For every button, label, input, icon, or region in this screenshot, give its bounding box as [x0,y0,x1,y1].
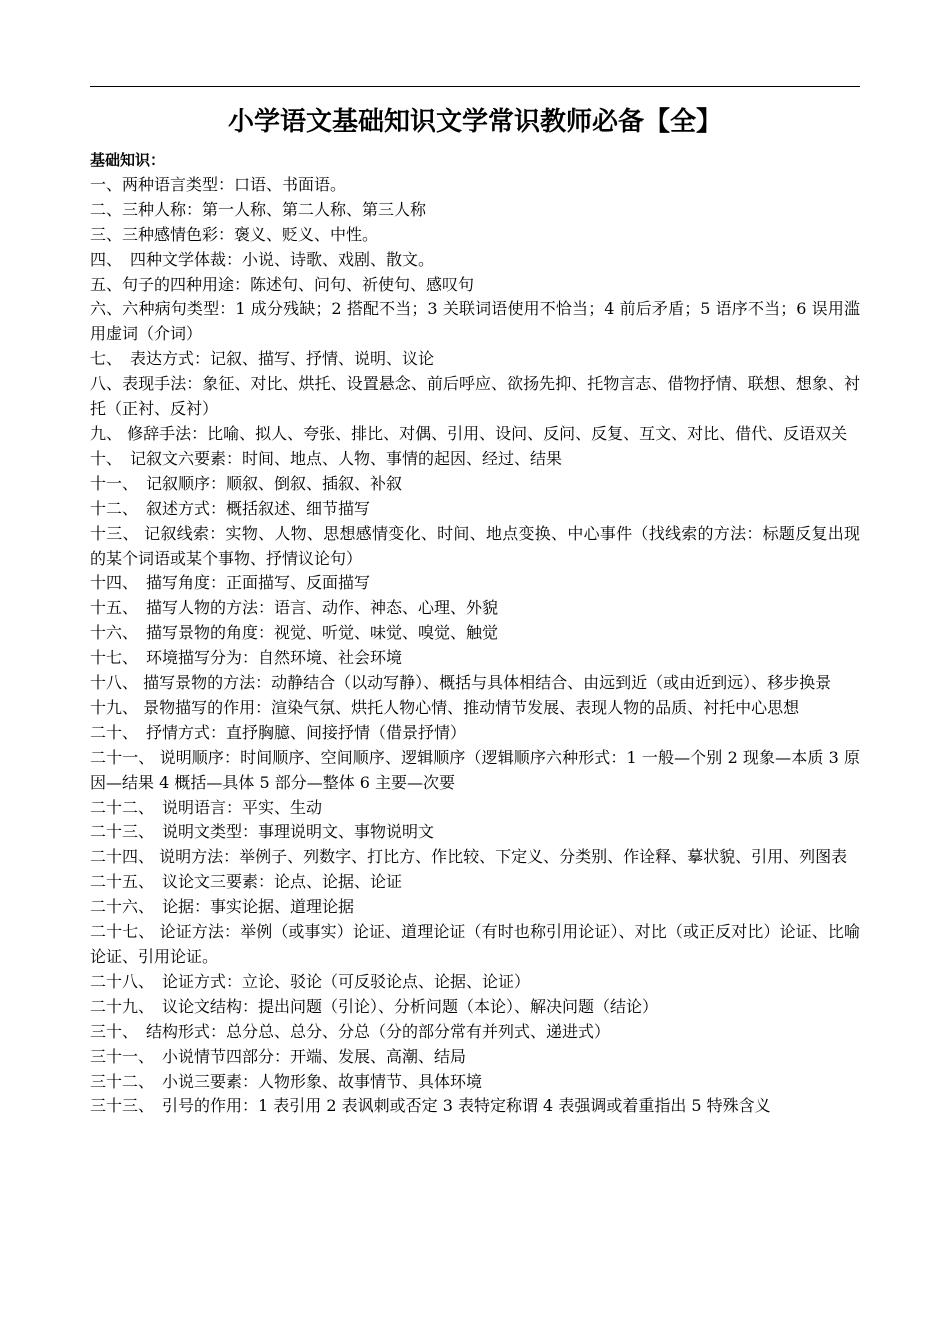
list-item: 三、三种感情色彩：褒义、贬义、中性。 [90,224,379,244]
list-item: 十七、 环境描写分为：自然环境、社会环境 [90,648,403,668]
list-item: 九、 修辞手法：比喻、拟人、夸张、排比、对偶、引用、设问、反问、反复、互文、对比、借代、反语双关 [90,423,848,443]
list-item: 十五、 描写人物的方法：语言、动作、神态、心理、外貌 [90,598,499,618]
list-item: 三十、 结构形式：总分总、总分、分总（分的部分常有并列式、递进式） [90,1021,611,1041]
list-item: 十三、 记叙线索：实物、人物、思想感情变化、时间、地点变换、中心事件（找线索的方法：标题反复出现的某个词语或某个事物、抒情议论句） [90,523,860,568]
list-item: 十六、 描写景物的角度：视觉、听觉、味觉、嗅觉、触觉 [90,623,499,643]
list-item: 二十五、 议论文三要素：论点、论据、论证 [90,872,403,892]
list-item: 十二、 叙述方式：概括叙述、细节描写 [90,498,371,518]
list-item: 二十八、 论证方式：立论、驳论（可反驳论点、论据、论证） [90,971,531,991]
list-item: 二十九、 议论文结构：提出问题（引论）、分析问题（本论）、解决问题（结论） [90,996,659,1016]
list-item: 二十二、 说明语言：平实、生动 [90,797,323,817]
list-item: 六、六种病句类型：1 成分残缺；2 搭配不当；3 关联词语使用不恰当；4 前后矛盾；5 语序不当；6 误用滥用虚词（介词） [90,299,860,344]
list-item: 八、表现手法：象征、对比、烘托、设置悬念、前后呼应、欲扬先抑、托物言志、借物抒情、联想、想象、衬托（正衬、反衬） [90,374,860,419]
list-item: 二、三种人称：第一人称、第二人称、第三人称 [90,199,427,219]
list-item: 三十三、 引号的作用：1 表引用 2 表讽刺或否定 3 表特定称谓 4 表强调或着重指出 5 特殊含义 [90,1096,771,1116]
list-item: 二十七、 论证方法：举例（或事实）论证、道理论证（有时也称引用论证）、对比（或正反对比）论证、比喻论证、引用论证。 [90,922,860,966]
list-item: 三十一、 小说情节四部分：开端、发展、高潮、结局 [90,1046,467,1066]
section-heading: 基础知识： [90,151,166,169]
list-item: 十四、 描写角度：正面描写、反面描写 [90,573,371,593]
list-item: 二十、 抒情方式：直抒胸臆、间接抒情（借景抒情） [90,722,467,742]
document-title: 小学语文基础知识文学常识教师必备【全】 [227,107,722,137]
list-item: 二十一、 说明顺序：时间顺序、空间顺序、逻辑顺序（逻辑顺序六种形式：1 一般—个别 2 现象—本质 3 原因—结果 4 概括—具体 5 部分—整体 6 主要—次要 [90,747,860,792]
list-item: 一、两种语言类型：口语、书面语。 [90,174,347,194]
list-item: 十九、 景物描写的作用：渲染气氛、烘托人物心情、推动情节发展、表现人物的品质、衬托中心思想 [90,697,800,717]
list-item: 十八、 描写景物的方法：动静结合（以动写静）、概括与具体相结合、由远到近（或由近到远）、移步换景 [90,673,832,693]
header-rule [90,86,860,87]
list-item: 三十二、 小说三要素：人物形象、故事情节、具体环境 [90,1071,483,1091]
list-item: 四、 四种文学体裁：小说、诗歌、戏剧、散文。 [90,249,435,269]
list-item: 七、 表达方式：记叙、描写、抒情、说明、议论 [90,349,435,369]
list-item: 二十四、 说明方法：举例子、列数字、打比方、作比较、下定义、分类别、作诠释、摹状貌、引用、列图表 [90,847,848,867]
list-item: 五、句子的四种用途：陈述句、问句、祈使句、感叹句 [90,274,475,294]
list-item: 二十三、 说明文类型：事理说明文、事物说明文 [90,822,435,842]
document-body [90,148,860,1119]
list-item: 二十六、 论据：事实论据、道理论据 [90,897,355,917]
list-item: 十一、 记叙顺序：顺叙、倒叙、插叙、补叙 [90,473,403,493]
list-item: 十、 记叙文六要素：时间、地点、人物、事情的起因、经过、结果 [90,448,563,468]
